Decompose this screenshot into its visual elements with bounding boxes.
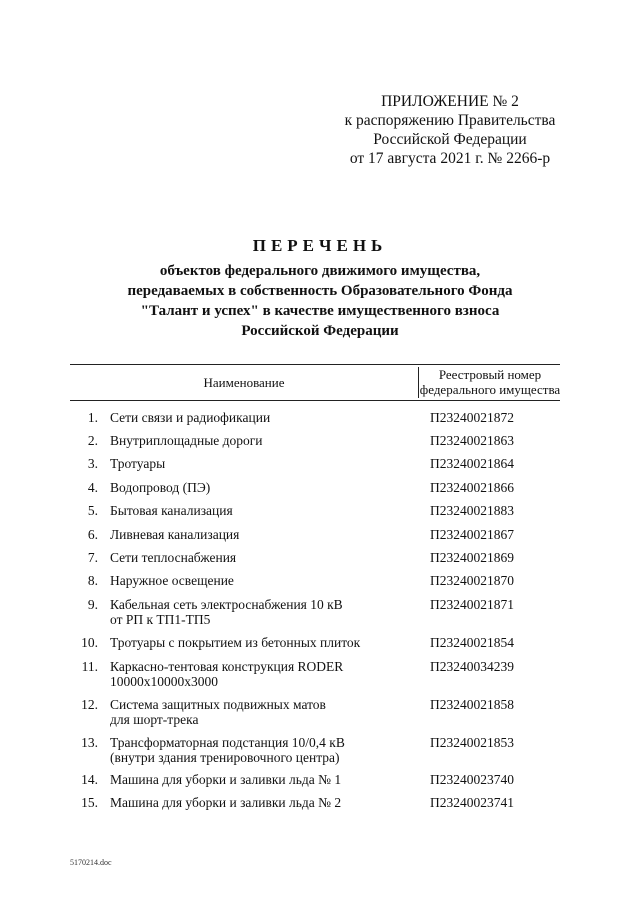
row-registry-number: П23240021871 <box>430 597 514 612</box>
row-name <box>110 635 400 650</box>
row-number: 5. <box>87 503 98 518</box>
appendix-title: ПРИЛОЖЕНИЕ № 2 <box>381 93 519 110</box>
row-number: 8. <box>87 573 98 588</box>
row-name <box>110 527 400 542</box>
row-name <box>110 410 400 425</box>
header-name: Наименование <box>203 375 285 390</box>
row-registry-number: П23240021872 <box>430 410 514 425</box>
row-number: 10. <box>81 635 98 650</box>
row-registry-number: П23240023740 <box>430 772 514 787</box>
file-reference: 5170214.doc <box>70 858 112 867</box>
appendix-line: Российской Федерации <box>373 131 527 148</box>
row-number: 9. <box>87 597 98 612</box>
row-name <box>110 772 400 787</box>
row-registry-number: П23240021863 <box>430 433 514 448</box>
row-registry-number: П23240021866 <box>430 480 514 495</box>
subtitle-line: передаваемых в собственность Образовательного Фонда <box>127 283 513 299</box>
row-name-line: Водопровод (ПЭ) <box>110 480 211 495</box>
row-name-line: Система защитных подвижных матов <box>110 697 326 712</box>
header-registry-line: федерального имущества <box>419 382 561 397</box>
row-number: 3. <box>87 456 98 471</box>
table-row <box>70 659 560 697</box>
table-row <box>70 597 560 635</box>
row-number: 7. <box>87 550 98 565</box>
row-name <box>110 456 400 471</box>
row-number: 4. <box>87 480 98 495</box>
table-row <box>70 433 560 456</box>
row-name-line: Тротуары <box>110 456 166 471</box>
table-row <box>70 550 560 573</box>
row-name <box>110 735 400 765</box>
row-name <box>110 550 400 565</box>
row-name <box>110 659 400 689</box>
row-name <box>110 697 400 727</box>
row-name <box>110 795 400 810</box>
row-registry-number: П23240034239 <box>430 659 514 674</box>
table-row <box>70 503 560 527</box>
appendix-line: к распоряжению Правительства <box>344 112 556 129</box>
row-name <box>110 597 400 627</box>
row-registry-number: П23240021869 <box>430 550 514 565</box>
table-row <box>70 527 560 550</box>
row-number: 11. <box>81 659 98 674</box>
row-number: 1. <box>87 410 98 425</box>
row-name-line: Сети теплоснабжения <box>110 550 237 565</box>
header-registry <box>418 367 561 398</box>
table-header <box>70 364 560 401</box>
row-number: 12. <box>81 697 98 712</box>
table-row <box>70 573 560 597</box>
row-name-line: Наружное освещение <box>110 573 234 588</box>
subtitle-line: объектов федерального движимого имущества, <box>159 263 481 279</box>
row-registry-number: П23240021870 <box>430 573 514 588</box>
row-name-line: Бытовая канализация <box>110 503 233 518</box>
appendix-block <box>335 92 565 168</box>
row-name <box>110 573 400 588</box>
row-name-line: Машина для уборки и заливки льда № 1 <box>110 772 342 787</box>
table-row <box>70 697 560 735</box>
subtitle-line: Российской Федерации <box>241 323 399 339</box>
row-registry-number: П23240021883 <box>430 503 514 518</box>
row-name-line: Трансформаторная подстанция 10/0,4 кВ <box>110 735 345 750</box>
table-row <box>70 635 560 659</box>
row-number: 14. <box>81 772 98 787</box>
row-number: 15. <box>81 795 98 810</box>
appendix-date: от 17 августа 2021 г. № 2266-р <box>349 150 551 167</box>
table-row <box>70 772 560 795</box>
row-registry-number: П23240021854 <box>430 635 514 650</box>
table-row <box>70 795 560 818</box>
row-name-line: Тротуары с покрытием из бетонных плиток <box>110 635 361 650</box>
table-row <box>70 410 560 433</box>
row-name-line: Ливневая канализация <box>110 527 240 542</box>
row-name-line: Сети связи и радиофикации <box>110 410 271 425</box>
row-name-line: для шорт-трека <box>110 712 199 727</box>
row-name-line: от РП к ТП1-ТП5 <box>110 612 211 627</box>
table-row <box>70 480 560 503</box>
row-name-line: 10000x10000x3000 <box>110 674 218 689</box>
row-name-line: (внутри здания тренировочного центра) <box>110 750 340 765</box>
row-registry-number: П23240021853 <box>430 735 514 750</box>
row-name-line: Каркасно-тентовая конструкция RODER <box>110 659 344 674</box>
row-name <box>110 503 400 518</box>
row-name-line: Кабельная сеть электроснабжения 10 кВ <box>110 597 343 612</box>
document-title: ПЕРЕЧЕНЬ <box>252 236 388 255</box>
row-registry-number: П23240023741 <box>430 795 514 810</box>
row-name-line: Внутриплощадные дороги <box>110 433 263 448</box>
subtitle-line: "Талант и успех" в качестве имущественного взноса <box>140 303 500 319</box>
table-row <box>70 735 560 772</box>
row-registry-number: П23240021864 <box>430 456 514 471</box>
row-registry-number: П23240021858 <box>430 697 514 712</box>
row-name <box>110 433 400 448</box>
header-registry-line: Реестровый номер <box>438 367 542 382</box>
row-registry-number: П23240021867 <box>430 527 514 542</box>
document-subtitle <box>100 261 540 341</box>
table-row <box>70 456 560 480</box>
row-name <box>110 480 400 495</box>
table-body <box>70 410 560 818</box>
row-name-line: Машина для уборки и заливки льда № 2 <box>110 795 342 810</box>
row-number: 6. <box>87 527 98 542</box>
row-number: 2. <box>87 433 98 448</box>
row-number: 13. <box>81 735 98 750</box>
